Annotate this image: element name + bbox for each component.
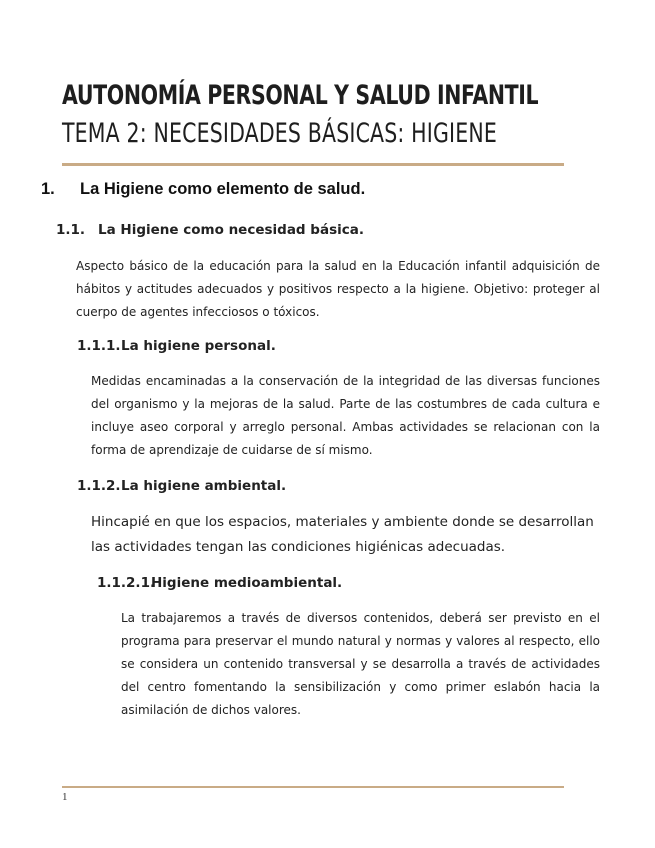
- section-1-title: La Higiene como elemento de salud.: [80, 180, 366, 198]
- section-1-1-2-title: La higiene ambiental.: [121, 478, 287, 494]
- section-1-1-2-number: 1.1.2.: [77, 478, 121, 494]
- section-1-1-2-heading: [77, 478, 286, 494]
- footer-divider: [62, 786, 564, 788]
- section-1-1-1-title: La higiene personal.: [121, 338, 276, 354]
- section-1-number: 1.: [41, 180, 55, 198]
- section-1-1-number: 1.1.: [56, 222, 86, 238]
- section-1-1-2-1-heading: [97, 575, 342, 591]
- section-1-1-2-paragraph: Hincapié en que los espacios, materiales y ambiente donde se desarrollan las actividades tengan las condiciones higiénicas adecuadas.: [91, 514, 594, 555]
- section-1-1-1-number: 1.1.1.: [77, 338, 121, 354]
- section-1-1-paragraph: Aspecto básico de la educación para la salud en la Educación infantil adquisición de hábitos y actitudes adecuados y positivos respecto a la higiene. Objetivo: proteger al cuerpo de agentes infecciosos o tóxicos.: [76, 259, 600, 319]
- document-subtitle: TEMA 2: NECESIDADES BÁSICAS: HIGIENE: [62, 118, 497, 149]
- section-1-1-1-paragraph: Medidas encaminadas a la conservación de la integridad de las diversas funciones del organismo y la mejoras de la salud. Parte de las costumbres de cada cultura e incluye aseo corporal y arreglo personal. Ambas actividades se relacionan con la forma de aprendizaje de cuidarse de sí mismo.: [91, 374, 600, 457]
- title-divider: [62, 163, 564, 166]
- section-1-1-2-1-paragraph: La trabajaremos a través de diversos contenidos, deberá ser previsto en el programa para preservar el mundo natural y normas y valores al respecto, ello se considera un contenido transversal y se desarrolla a través de actividades del centro fomentando la sensibilización y como primer eslabón hacia la asimilación de dichos valores.: [121, 611, 600, 717]
- section-1-1-2-1-title: Higiene medioambiental.: [151, 575, 343, 591]
- section-1-1-2-1-number: 1.1.2.1.: [97, 575, 156, 591]
- section-1-heading: [41, 180, 365, 199]
- section-1-1-heading: [56, 222, 364, 238]
- page-number: 1: [62, 791, 68, 803]
- section-1-1-1-heading: [77, 338, 276, 354]
- document-title: AUTONOMÍA PERSONAL Y SALUD INFANTIL: [62, 80, 539, 111]
- section-1-1-title: La Higiene como necesidad básica.: [98, 222, 364, 238]
